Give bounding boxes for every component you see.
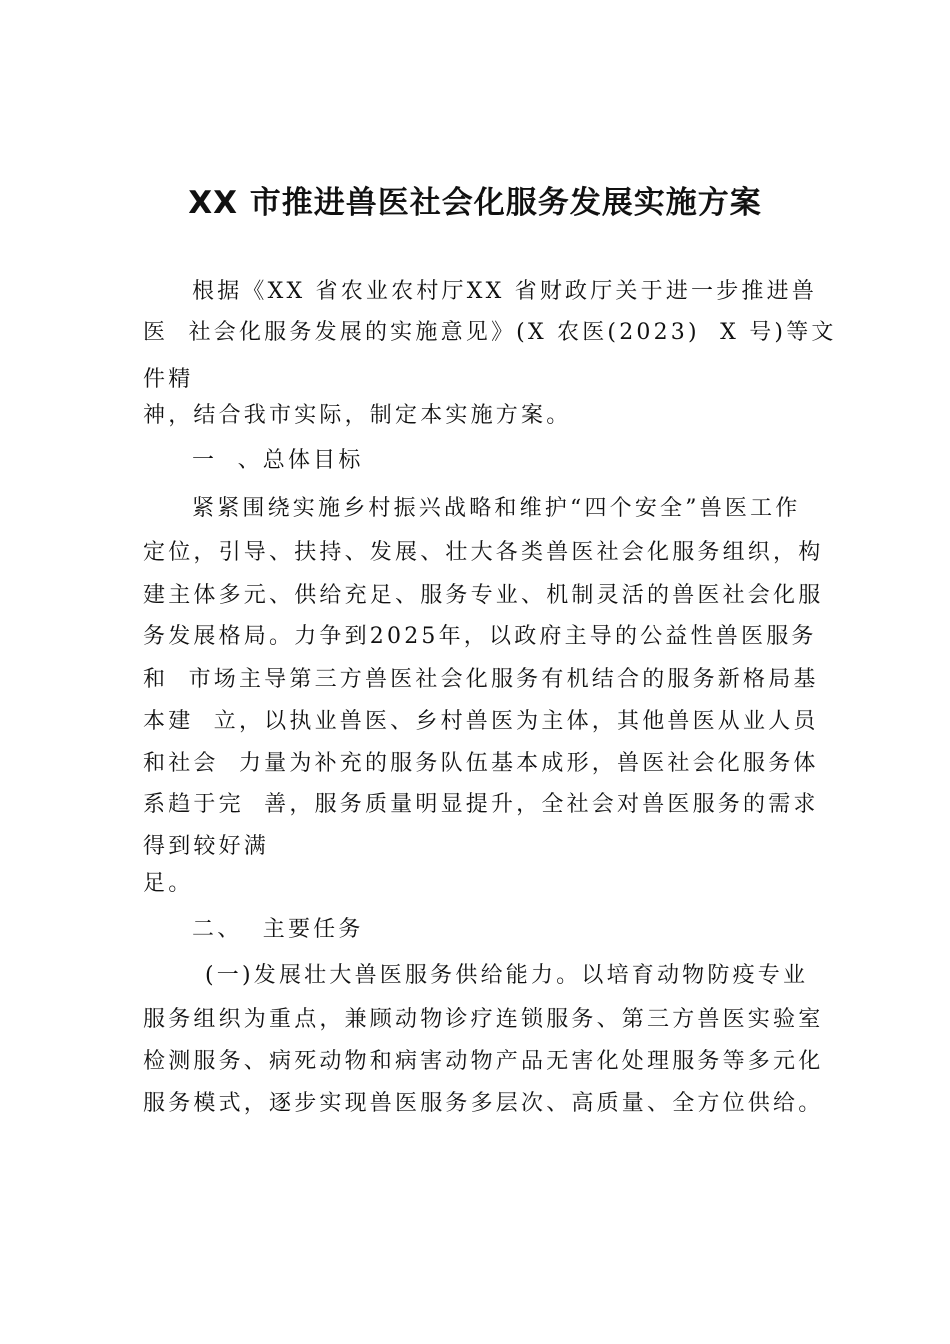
section-heading-general-goals: 一 、总体目标 [192,448,364,473]
body-line: 足。 [143,871,194,896]
body-line: 服务组织为重点，兼顾动物诊疗连锁服务、第三方兽医实验室 [143,1007,824,1032]
document-title: XX 市推进兽医社会化服务发展实施方案 [188,185,762,221]
body-line: 得到较好满 [143,834,270,859]
body-line: 系趋于完 善，服务质量明显提升，全社会对兽医服务的需求 [143,792,819,817]
intro-line: 医 社会化服务发展的实施意见》(X 农医(2023) X 号)等文 [143,320,837,345]
body-line: 和社会 力量为补充的服务队伍基本成形，兽医社会化服务体 [143,751,819,776]
intro-line: 件精 [143,367,194,392]
body-line: (一)发展壮大兽医服务供给能力。以培育动物防疫专业 [205,963,809,988]
body-line: 服务模式，逐步实现兽医服务多层次、高质量、全方位供给。 [143,1091,824,1116]
body-line: 务发展格局。力争到2025年，以政府主导的公益性兽医服务 [143,624,817,649]
body-line: 检测服务、病死动物和病害动物产品无害化处理服务等多元化 [143,1049,824,1074]
intro-line: 根据《XX 省农业农村厅XX 省财政厅关于进一步推进兽 [192,279,818,304]
body-line: 和 市场主导第三方兽医社会化服务有机结合的服务新格局基 [143,667,819,692]
section-heading-main-tasks: 二、 主要任务 [192,917,364,942]
body-line: 紧紧围绕实施乡村振兴战略和维护“四个安全”兽医工作 [192,496,801,521]
intro-line: 神，结合我市实际，制定本实施方案。 [143,403,572,428]
body-line: 建主体多元、供给充足、服务专业、机制灵活的兽医社会化服 [143,583,824,608]
body-line: 定位，引导、扶持、发展、壮大各类兽医社会化服务组织，构 [143,540,824,565]
body-line: 本建 立，以执业兽医、乡村兽医为主体，其他兽医从业人员 [143,709,819,734]
